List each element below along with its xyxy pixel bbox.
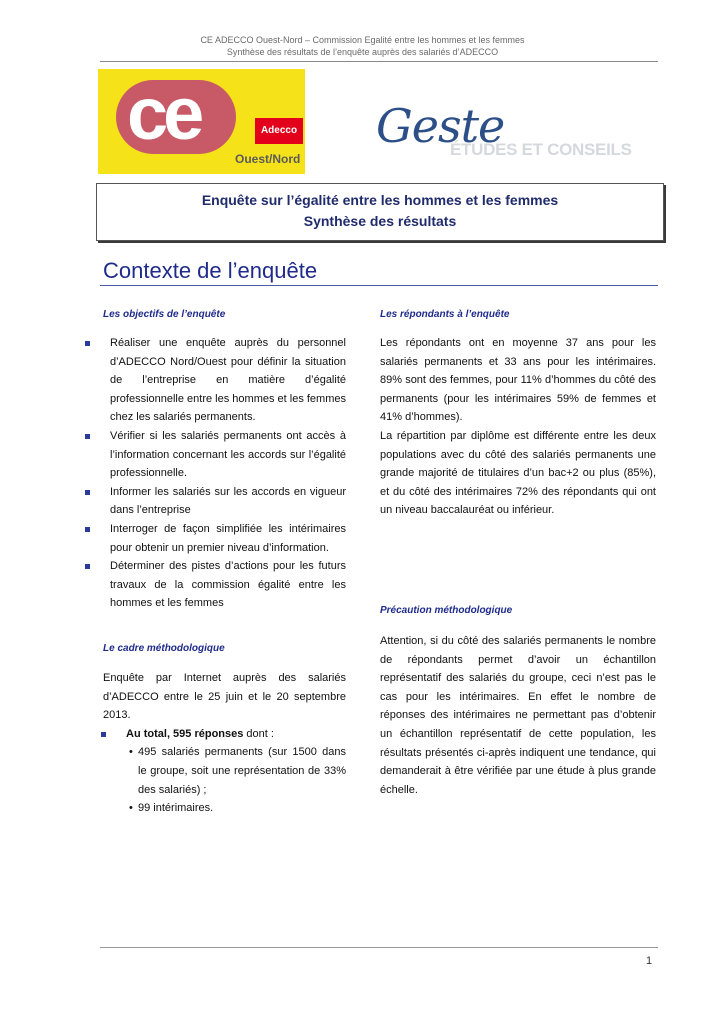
square-bullet-icon — [101, 732, 106, 737]
ce-logo-region: Ouest/Nord — [235, 152, 301, 166]
dot-bullet-icon: • — [129, 802, 133, 815]
objectives-heading: Les objectifs de l’enquête — [103, 309, 226, 320]
framework-column — [103, 669, 346, 818]
list-item — [103, 520, 346, 557]
report-subtitle: Synthèse des résultats — [303, 213, 457, 229]
objective-text: Vérifier si les salariés permanents ont accès à l’information concernant les accords sur l’égalité professionnelle. — [110, 429, 346, 480]
objective-text: Informer les salariés sur les accords en vigueur dans l’entreprise — [110, 485, 346, 517]
running-header-line-1: CE ADECCO Ouest-Nord – Commission Egalité entre les hommes et les femmes — [200, 35, 525, 45]
dot-bullet-icon: • — [129, 746, 133, 759]
framework-sub-text: 99 intérimaires. — [138, 802, 214, 815]
framework-total: Au total, 595 réponses — [126, 727, 244, 740]
list-item — [103, 427, 346, 483]
objective-text: Réaliser une enquête auprès du personnel d’ADECCO Nord/Ouest pour définir la situation de l’entreprise en matière d’égalité professionnelle entre les hommes et les femmes chez les salariés permanents. — [110, 337, 346, 424]
list-item — [129, 743, 346, 799]
framework-sub-text: 495 salariés permanents (sur 1500 dans le groupe, soit une représentation de 33% des salariés) ; — [138, 746, 346, 796]
respondents-paragraph: Les répondants ont en moyenne 37 ans pour les salariés permanents et 33 ans pour les intérimaires. 89% sont des femmes, pour 11% d’hommes du côté des permanents (pour les intérimaires 59% de femmes et 41% d’hommes). — [380, 337, 656, 424]
list-item — [103, 483, 346, 520]
caution-paragraph: Attention, si du côté des salariés permanents le nombre de répondants permet d’avoir un échantillon représentatif des salariés du groupe, ceci n’est pas le cas pour les intérimaires. En effet le nombre de réponses des intérimaires ne permettant pas d’obtenir un échantillon représentatif de cette population, les résultats présentés ci-après indiquent une tendance, qui demanderait à être vérifiée par une étude à plus grande échelle. — [380, 635, 656, 796]
square-bullet-icon — [85, 564, 90, 569]
objective-text: Interroger de façon simplifiée les intérimaires pour obtenir un premier niveau d’information. — [110, 522, 346, 554]
section-divider — [100, 285, 658, 286]
respondents-column — [380, 334, 656, 520]
objectives-list — [103, 334, 346, 613]
objective-text: Déterminer des pistes d’actions pour les futurs travaux de la commission égalité entre les hommes et les femmes — [110, 560, 346, 610]
list-item — [129, 799, 346, 818]
ce-adecco-logo — [98, 69, 305, 174]
list-item — [119, 725, 346, 744]
framework-list — [119, 725, 346, 744]
adecco-brand-badge: Adecco — [255, 118, 303, 144]
respondents-paragraph: La répartition par diplôme est différente entre les deux populations avec du côté des salariés permanents une grande majorité de titulaires d’un bac+2 ou plus (85%), et du côté des intérimaires 72% des répondants qui ont un niveau baccalauréat ou inférieur. — [380, 429, 656, 517]
framework-heading: Le cadre méthodologique — [103, 643, 225, 654]
caution-heading: Précaution méthodologique — [380, 605, 513, 616]
list-item — [103, 557, 346, 613]
section-title: Contexte de l’enquête — [103, 258, 318, 283]
respondents-heading: Les répondants à l’enquête — [380, 309, 510, 320]
running-header-line-2: Synthèse des résultats de l’enquête auprès des salariés d’ADECCO — [226, 47, 499, 57]
ce-logo-letters: ce — [127, 72, 200, 155]
framework-sub-list — [129, 743, 346, 817]
objectives-column — [103, 334, 346, 613]
report-title-box — [96, 183, 664, 241]
framework-total-suffix: dont : — [243, 727, 274, 740]
list-item — [103, 334, 346, 427]
square-bullet-icon — [85, 527, 90, 532]
square-bullet-icon — [85, 490, 90, 495]
square-bullet-icon — [85, 434, 90, 439]
report-title: Enquête sur l’égalité entre les hommes et les femmes — [201, 192, 559, 208]
caution-column — [380, 632, 656, 799]
page-number: 1 — [646, 955, 653, 967]
header-divider — [100, 61, 658, 62]
framework-intro: Enquête par Internet auprès des salariés d’ADECCO entre le 25 juin et le 20 septembre 2013. — [103, 672, 346, 722]
square-bullet-icon — [85, 341, 90, 346]
footer-divider — [100, 947, 658, 948]
geste-logo-word: Geste — [376, 99, 505, 153]
geste-logo-tagline: ÉTUDES ET CONSEILS — [450, 140, 632, 159]
running-header — [0, 34, 725, 58]
geste-logo — [372, 98, 632, 168]
